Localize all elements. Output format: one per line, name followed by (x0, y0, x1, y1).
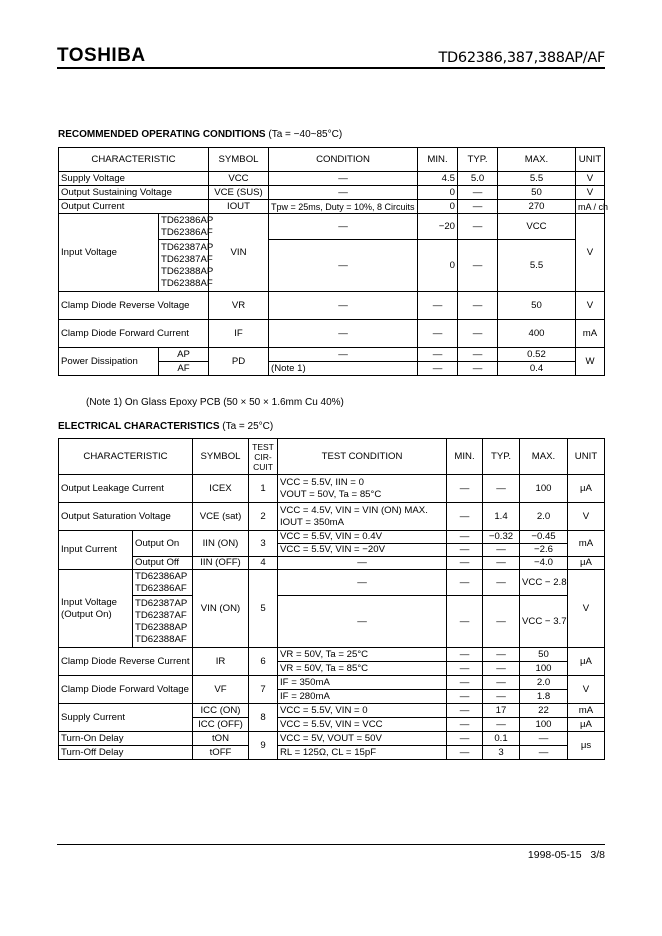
ec-row-supply-on: Supply Current ICC (ON) 8 VCC = 5.5V, VIN = 0 — 17 22 mA (59, 704, 605, 718)
ec-row-turn-off: Turn-Off Delay tOFF RL = 125Ω, CL = 15pF — 3 — (59, 746, 605, 760)
ec-row-input-current-on-1: Input Current Output On IIN (ON) 3 VCC = 5.5V, VIN = 0.4V — −0.32 −0.45 mA (59, 531, 605, 544)
ec-row-clamp-fwd-2: IF = 280mA — — 1.8 (59, 690, 605, 704)
ec-header-row: CHARACTERISTIC SYMBOL TEST CIR-CUIT TEST CONDITION MIN. TYP. MAX. UNIT (59, 439, 605, 475)
roc-row-power-af: AF (Note 1) — — 0.4 (59, 362, 605, 376)
ec-row-supply-off: ICC (OFF) VCC = 5.5V, VIN = VCC — — 100 μA (59, 718, 605, 732)
ec-title: ELECTRICAL CHARACTERISTICS (Ta = 25°C) (58, 421, 274, 432)
roc-row-power-ap: Power Dissipation AP PD — — — 0.52 W (59, 348, 605, 362)
roc-row-current: Output Current IOUT Tpw = 25ms, Duty = 10%, 8 Circuits 0 — 270 mA / ch (59, 200, 605, 214)
ec-row-input-voltage-b: TD62387AP TD62387AF TD62388AP TD62388AF — — — VCC − 3.7 (59, 596, 605, 648)
roc-row-supply: Supply Voltage VCC — 4.5 5.0 5.5 V (59, 172, 605, 186)
part-number: TD62386,387,388AP/AF (438, 50, 605, 66)
footer-date: 1998-05-15 (527, 849, 582, 861)
ec-row-turn-on: Turn-On Delay tON 9 VCC = 5V, VOUT = 50V — 0.1 — μs (59, 732, 605, 746)
roc-row-sustain: Output Sustaining Voltage VCE (SUS) — 0 — 50 V (59, 186, 605, 200)
ec-row-leakage: Output Leakage Current ICEX 1 VCC = 5.5V, IIN = 0 VOUT = 50V, Ta = 85°C — — 100 μA (59, 475, 605, 503)
note-1: (Note 1) On Glass Epoxy PCB (50 × 50 × 1.6mm Cu 40%) (86, 397, 344, 408)
roc-row-input-a: Input Voltage TD62386AP TD62386AF VIN — −20 — VCC V (59, 214, 605, 240)
ec-row-input-current-on-2: VCC = 5.5V, VIN = −20V — — −2.6 (59, 544, 605, 557)
roc-header-row: CHARACTERISTIC SYMBOL CONDITION MIN. TYP. MAX. UNIT (59, 148, 605, 172)
header-rule (57, 67, 605, 69)
roc-row-clamp-rev: Clamp Diode Reverse Voltage VR — — — 50 V (59, 292, 605, 320)
roc-row-input-b: TD62387AP TD62387AF TD62388AP TD62388AF — 0 — 5.5 (59, 240, 605, 292)
ec-row-saturation: Output Saturation Voltage VCE (sat) 2 VCC = 4.5V, VIN = VIN (ON) MAX. IOUT = 350mA — 1.4 2.0 V (59, 503, 605, 531)
ec-table (58, 438, 605, 760)
ec-row-clamp-fwd-1: Clamp Diode Forward Voltage VF 7 IF = 350mA — — 2.0 V (59, 676, 605, 690)
ec-row-clamp-rev-1: Clamp Diode Reverse Current IR 6 VR = 50V, Ta = 25°C — — 50 μA (59, 648, 605, 662)
ec-row-input-voltage-a: Input Voltage (Output On) TD62386AP TD62386AF VIN (ON) 5 — — — VCC − 2.8 V (59, 570, 605, 596)
roc-table (58, 147, 609, 376)
brand-logo: TOSHIBA (57, 45, 146, 66)
footer (528, 849, 605, 861)
roc-title: RECOMMENDED OPERATING CONDITIONS (Ta = −40~85°C) (58, 129, 343, 140)
footer-rule (57, 844, 605, 845)
page-number: 3/8 (590, 849, 605, 861)
ec-row-input-current-off: Output Off IIN (OFF) 4 — — — −4.0 μA (59, 557, 605, 570)
roc-row-clamp-fwd: Clamp Diode Forward Current IF — — — 400 mA (59, 320, 605, 348)
ec-row-clamp-rev-2: VR = 50V, Ta = 85°C — — 100 (59, 662, 605, 676)
